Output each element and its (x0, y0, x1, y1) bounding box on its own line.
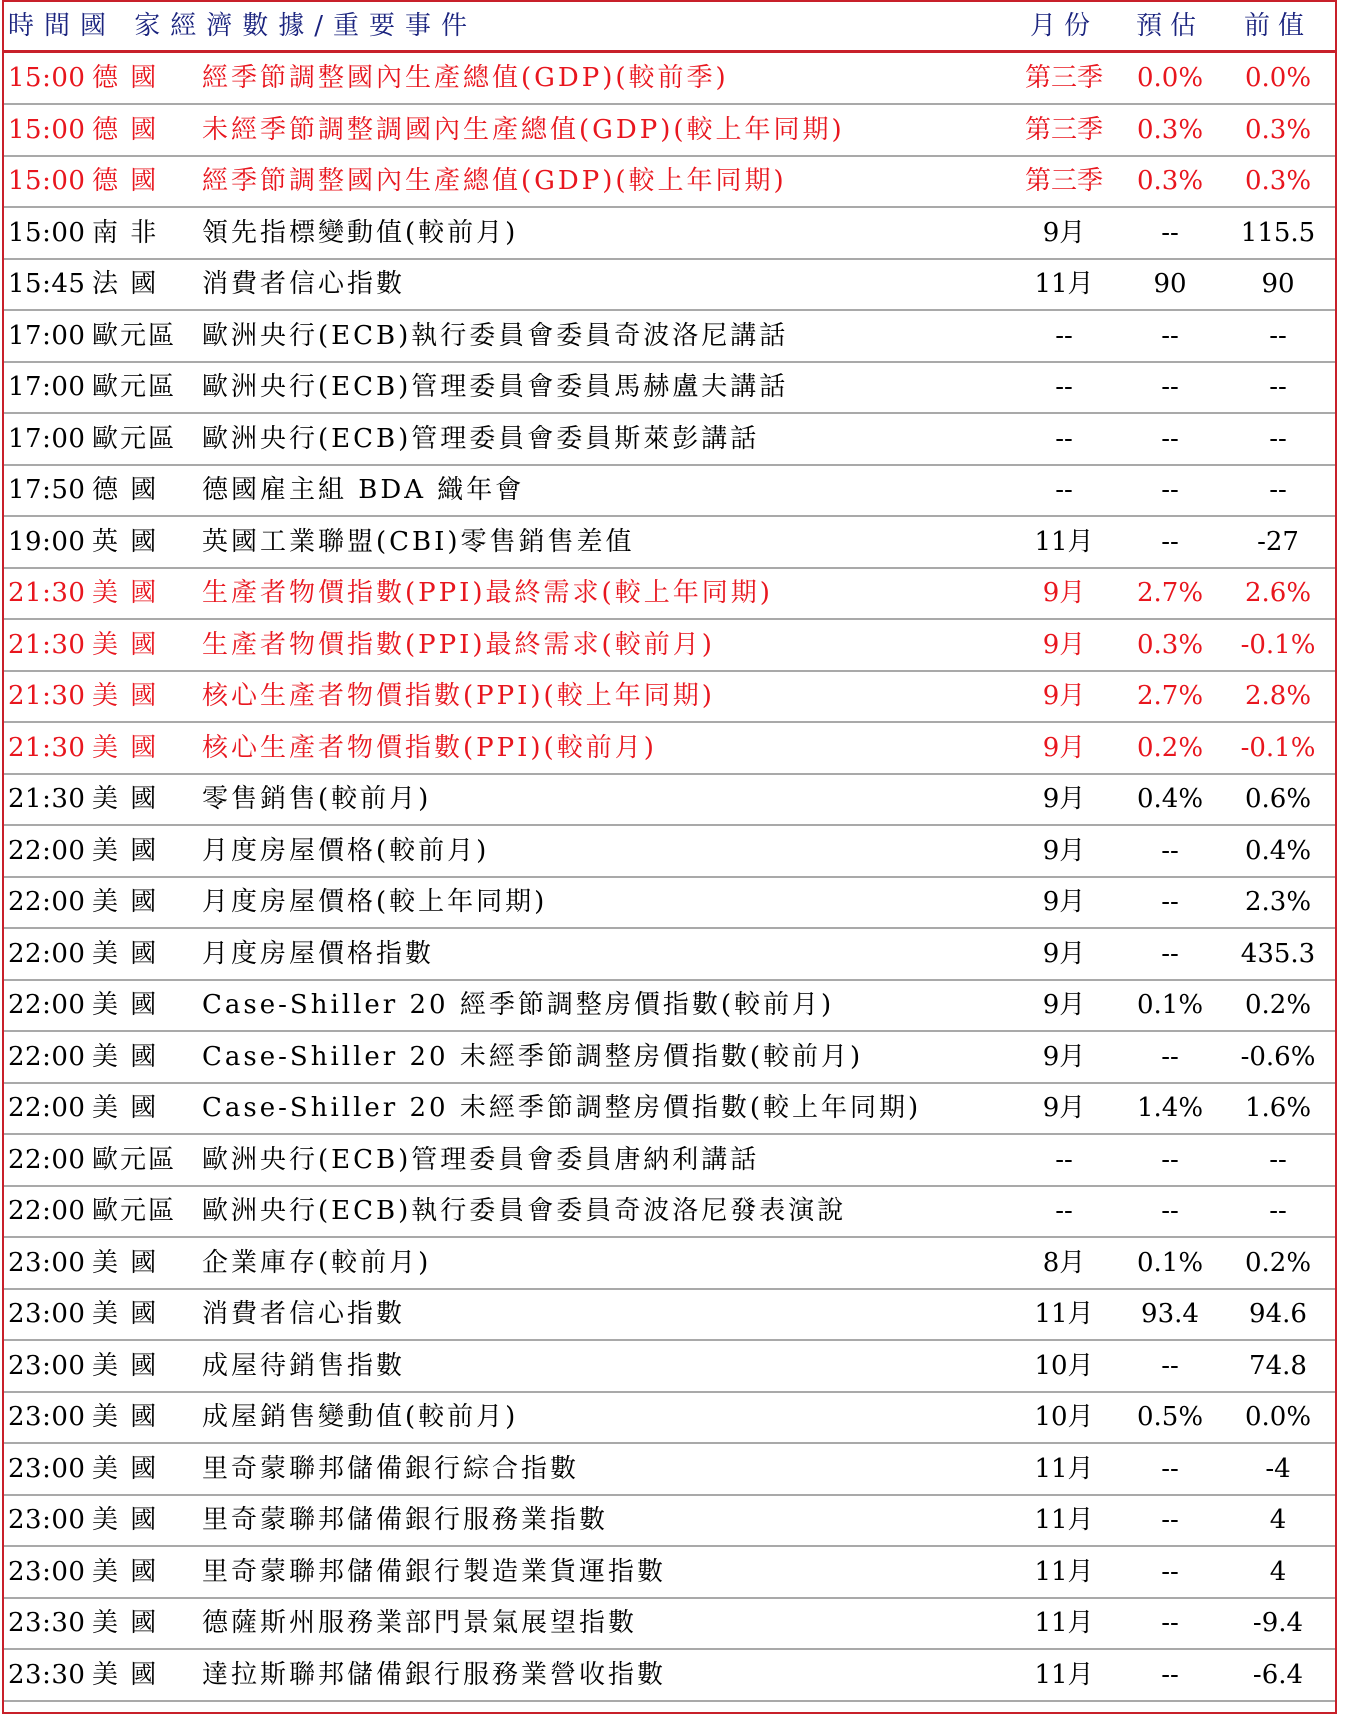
header-title: 時間國 家經濟數據/重要事件 (8, 11, 478, 41)
event-country: 美 國 (92, 681, 159, 711)
event-forecast: -- (1161, 1659, 1179, 1690)
header-month: 月份 (1029, 11, 1098, 41)
table-row (4, 827, 1335, 878)
event-previous: -0.6% (1240, 1041, 1316, 1072)
table-row (4, 106, 1335, 157)
event-time: 22:00 (8, 1196, 86, 1226)
event-time: 21:30 (8, 681, 86, 711)
table-row (4, 1187, 1335, 1238)
event-previous: 0.6% (1244, 784, 1312, 814)
event-name: 消費者信心指數 (202, 1299, 406, 1329)
event-name: 經季節調整國內生產總值(GDP)(較前季) (202, 63, 729, 93)
event-country: 英 國 (92, 526, 159, 557)
event-forecast: 0.3% (1136, 166, 1204, 196)
event-name: 月度房屋價格(較上年同期) (202, 887, 548, 917)
event-previous: 435.3 (1240, 938, 1316, 969)
event-month: 第三季 (1024, 166, 1103, 196)
table-row (4, 672, 1335, 723)
event-country: 歐元區 (92, 1144, 177, 1175)
event-forecast: 1.4% (1136, 1093, 1204, 1123)
event-name: 達拉斯聯邦儲備銀行服務業營收指數 (202, 1659, 667, 1690)
event-month: 9月 (1042, 784, 1086, 814)
event-name: Case-Shiller 20 未經季節調整房價指數(較前月) (202, 1041, 864, 1072)
event-country: 美 國 (92, 938, 159, 969)
event-time: 22:00 (8, 1144, 86, 1175)
event-previous: -9.4 (1252, 1608, 1304, 1638)
event-name: 核心生產者物價指數(PPI)(較前月) (202, 732, 657, 763)
event-country: 美 國 (92, 887, 159, 917)
event-country: 美 國 (92, 1453, 159, 1484)
event-country: 美 國 (92, 784, 159, 814)
event-forecast: 0.3% (1136, 629, 1204, 660)
event-month: -- (1055, 372, 1073, 402)
event-name: Case-Shiller 20 未經季節調整房價指數(較上年同期) (202, 1093, 922, 1123)
event-time: 23:30 (8, 1608, 86, 1638)
event-name: 成屋待銷售指數 (202, 1350, 406, 1381)
event-month: -- (1055, 423, 1073, 454)
event-month: 9月 (1042, 629, 1086, 660)
event-month: 9月 (1042, 578, 1086, 608)
event-name: 里奇蒙聯邦儲備銀行服務業指數 (202, 1505, 609, 1535)
event-previous: 74.8 (1249, 1350, 1307, 1381)
event-time: 22:00 (8, 887, 86, 917)
event-name: 成屋銷售變動值(較前月) (202, 1402, 519, 1432)
event-forecast: 0.0% (1136, 63, 1204, 93)
event-month: 8月 (1042, 1247, 1086, 1278)
event-name: 歐洲央行(ECB)管理委員會委員唐納利講話 (202, 1144, 760, 1175)
event-time: 21:30 (8, 732, 86, 763)
event-month: -- (1055, 475, 1073, 505)
table-row (4, 157, 1335, 208)
event-previous: 94.6 (1249, 1299, 1307, 1329)
event-month: 11月 (1034, 269, 1094, 299)
event-forecast: -- (1161, 372, 1179, 402)
event-name: 零售銷售(較前月) (202, 784, 432, 814)
event-country: 美 國 (92, 835, 159, 866)
event-name: 未經季節調整調國內生產總值(GDP)(較上年同期) (202, 114, 845, 145)
event-month: 9月 (1042, 887, 1086, 917)
event-forecast: 93.4 (1141, 1299, 1199, 1329)
event-country: 法 國 (92, 269, 159, 299)
event-previous: 2.6% (1244, 578, 1312, 608)
table-row (4, 415, 1335, 466)
event-previous: 90 (1261, 269, 1295, 299)
event-name: 里奇蒙聯邦儲備銀行製造業貨運指數 (202, 1556, 667, 1587)
event-month: 9月 (1042, 217, 1086, 248)
event-name: 歐洲央行(ECB)執行委員會委員奇波洛尼發表演說 (202, 1196, 847, 1226)
event-name: 核心生產者物價指數(PPI)(較上年同期) (202, 681, 715, 711)
event-forecast: 2.7% (1136, 578, 1204, 608)
event-previous: -- (1269, 372, 1287, 402)
event-name: 月度房屋價格指數 (202, 938, 435, 969)
event-month: 11月 (1034, 1453, 1094, 1484)
event-time: 23:00 (8, 1505, 86, 1535)
event-month: 11月 (1034, 1659, 1094, 1690)
event-name: Case-Shiller 20 經季節調整房價指數(較前月) (202, 990, 835, 1020)
event-month: 9月 (1042, 681, 1086, 711)
event-time: 23:00 (8, 1402, 86, 1432)
event-forecast: 0.4% (1136, 784, 1204, 814)
event-time: 17:00 (8, 423, 86, 454)
event-time: 23:00 (8, 1247, 86, 1278)
event-time: 15:00 (8, 114, 86, 145)
event-name: 歐洲央行(ECB)管理委員會委員斯萊彭講話 (202, 423, 760, 454)
event-month: -- (1055, 1196, 1073, 1226)
event-country: 美 國 (92, 1659, 159, 1690)
event-month: 9月 (1042, 1093, 1086, 1123)
event-name: 歐洲央行(ECB)執行委員會委員奇波洛尼講話 (202, 320, 789, 351)
event-month: 11月 (1034, 526, 1094, 557)
event-previous: -0.1% (1240, 732, 1316, 763)
event-time: 22:00 (8, 1093, 86, 1123)
table-row (4, 569, 1335, 620)
event-month: 第三季 (1024, 114, 1103, 145)
event-time: 22:00 (8, 1041, 86, 1072)
header-forecast: 預估 (1135, 11, 1204, 41)
event-country: 美 國 (92, 1556, 159, 1587)
event-month: 第三季 (1024, 63, 1103, 93)
event-forecast: -- (1161, 423, 1179, 454)
event-name: 英國工業聯盟(CBI)零售銷售差值 (202, 526, 635, 557)
event-month: 9月 (1042, 732, 1086, 763)
table-row (4, 1599, 1335, 1650)
table-row (4, 621, 1335, 672)
event-previous: 0.4% (1244, 835, 1312, 866)
event-time: 23:00 (8, 1350, 86, 1381)
event-previous: 4 (1269, 1505, 1287, 1535)
event-time: 15:45 (8, 269, 86, 299)
table-row (4, 1136, 1335, 1187)
table-row (4, 981, 1335, 1032)
event-forecast: 0.1% (1136, 1247, 1204, 1278)
event-country: 美 國 (92, 1093, 159, 1123)
table-row (4, 1290, 1335, 1341)
table-row (4, 930, 1335, 981)
event-country: 美 國 (92, 1505, 159, 1535)
event-time: 21:30 (8, 578, 86, 608)
event-country: 美 國 (92, 1350, 159, 1381)
event-month: -- (1055, 320, 1073, 351)
event-time: 22:00 (8, 990, 86, 1020)
event-forecast: -- (1161, 887, 1179, 917)
event-country: 歐元區 (92, 320, 177, 351)
event-country: 德 國 (92, 63, 159, 93)
event-forecast: -- (1161, 1350, 1179, 1381)
event-previous: -- (1269, 423, 1287, 454)
event-time: 17:00 (8, 320, 86, 351)
event-time: 23:30 (8, 1659, 86, 1690)
event-previous: 115.5 (1240, 217, 1316, 248)
event-month: 9月 (1042, 938, 1086, 969)
table-row (4, 363, 1335, 414)
event-previous: -0.1% (1240, 629, 1316, 660)
event-time: 17:00 (8, 372, 86, 402)
event-time: 17:50 (8, 475, 86, 505)
event-name: 里奇蒙聯邦儲備銀行綜合指數 (202, 1453, 580, 1484)
event-country: 美 國 (92, 578, 159, 608)
table-row (4, 209, 1335, 260)
event-previous: 1.6% (1244, 1093, 1312, 1123)
event-previous: -27 (1257, 526, 1299, 557)
event-previous: 4 (1269, 1556, 1287, 1587)
event-time: 15:00 (8, 166, 86, 196)
table-row (4, 1342, 1335, 1393)
event-previous: -4 (1265, 1453, 1291, 1484)
event-country: 美 國 (92, 1299, 159, 1329)
event-previous: 0.2% (1244, 990, 1312, 1020)
event-country: 美 國 (92, 732, 159, 763)
event-country: 德 國 (92, 475, 159, 505)
event-forecast: 0.3% (1136, 114, 1204, 145)
event-previous: 0.0% (1244, 1402, 1312, 1432)
event-name: 月度房屋價格(較前月) (202, 835, 490, 866)
event-name: 生產者物價指數(PPI)最終需求(較前月) (202, 629, 715, 660)
event-forecast: -- (1161, 835, 1179, 866)
event-previous: 0.0% (1244, 63, 1312, 93)
event-month: 11月 (1034, 1505, 1094, 1535)
event-country: 美 國 (92, 1041, 159, 1072)
event-forecast: -- (1161, 1608, 1179, 1638)
event-month: 10月 (1034, 1350, 1094, 1381)
event-forecast: -- (1161, 1505, 1179, 1535)
table-row (4, 775, 1335, 826)
event-time: 23:00 (8, 1453, 86, 1484)
event-forecast: -- (1161, 1144, 1179, 1175)
table-row (4, 1084, 1335, 1135)
table-row (4, 1445, 1335, 1496)
event-country: 歐元區 (92, 1196, 177, 1226)
event-time: 22:00 (8, 835, 86, 866)
table-row (4, 260, 1335, 311)
event-time: 21:30 (8, 784, 86, 814)
event-previous: -- (1269, 1196, 1287, 1226)
event-country: 美 國 (92, 990, 159, 1020)
event-previous: -6.4 (1252, 1659, 1304, 1690)
event-time: 23:00 (8, 1556, 86, 1587)
event-country: 美 國 (92, 1247, 159, 1278)
event-country: 美 國 (92, 1402, 159, 1432)
event-country: 歐元區 (92, 372, 177, 402)
event-name: 歐洲央行(ECB)管理委員會委員馬赫盧夫講話 (202, 372, 789, 402)
table-row (4, 54, 1335, 105)
event-time: 23:00 (8, 1299, 86, 1329)
event-forecast: 0.2% (1136, 732, 1204, 763)
event-month: 10月 (1034, 1402, 1094, 1432)
event-name: 德國雇主組 BDA 織年會 (202, 475, 525, 505)
event-forecast: -- (1161, 1556, 1179, 1587)
event-time: 15:00 (8, 63, 86, 93)
table-row (4, 1239, 1335, 1290)
event-time: 21:30 (8, 629, 86, 660)
event-forecast: -- (1161, 320, 1179, 351)
event-name: 生產者物價指數(PPI)最終需求(較上年同期) (202, 578, 773, 608)
event-time: 19:00 (8, 526, 86, 557)
event-month: 9月 (1042, 1041, 1086, 1072)
event-time: 15:00 (8, 217, 86, 248)
event-previous: 0.3% (1244, 166, 1312, 196)
event-forecast: -- (1161, 1453, 1179, 1484)
event-time: 22:00 (8, 938, 86, 969)
event-country: 南 非 (92, 217, 159, 248)
table-row (4, 1496, 1335, 1547)
table-row (4, 466, 1335, 517)
event-forecast: 90 (1153, 269, 1187, 299)
event-month: 11月 (1034, 1299, 1094, 1329)
event-forecast: -- (1161, 475, 1179, 505)
event-name: 經季節調整國內生產總值(GDP)(較上年同期) (202, 166, 787, 196)
event-name: 企業庫存(較前月) (202, 1247, 432, 1278)
table-header (4, 2, 1335, 53)
event-name: 消費者信心指數 (202, 269, 406, 299)
table-row (4, 724, 1335, 775)
event-month: 9月 (1042, 835, 1086, 866)
table-row (4, 1393, 1335, 1444)
event-previous: 2.8% (1244, 681, 1312, 711)
table-row (4, 518, 1335, 569)
event-forecast: -- (1161, 938, 1179, 969)
event-previous: -- (1269, 320, 1287, 351)
event-forecast: -- (1161, 1041, 1179, 1072)
event-month: -- (1055, 1144, 1073, 1175)
event-forecast: 0.5% (1136, 1402, 1204, 1432)
event-name: 德薩斯州服務業部門景氣展望指數 (202, 1608, 638, 1638)
event-month: 9月 (1042, 990, 1086, 1020)
event-month: 11月 (1034, 1556, 1094, 1587)
event-country: 德 國 (92, 166, 159, 196)
table-row (4, 1548, 1335, 1599)
header-previous: 前值 (1243, 11, 1312, 41)
event-previous: 0.3% (1244, 114, 1312, 145)
event-forecast: 2.7% (1136, 681, 1204, 711)
event-previous: -- (1269, 475, 1287, 505)
table-row (4, 312, 1335, 363)
event-country: 美 國 (92, 629, 159, 660)
event-country: 美 國 (92, 1608, 159, 1638)
event-month: 11月 (1034, 1608, 1094, 1638)
event-name: 領先指標變動值(較前月) (202, 217, 519, 248)
event-previous: 0.2% (1244, 1247, 1312, 1278)
event-country: 德 國 (92, 114, 159, 145)
table-row (4, 878, 1335, 929)
event-forecast: -- (1161, 1196, 1179, 1226)
event-forecast: 0.1% (1136, 990, 1204, 1020)
table-row (4, 1651, 1335, 1702)
event-previous: 2.3% (1244, 887, 1312, 917)
event-forecast: -- (1161, 526, 1179, 557)
table-row (4, 1033, 1335, 1084)
event-previous: -- (1269, 1144, 1287, 1175)
event-forecast: -- (1161, 217, 1179, 248)
event-country: 歐元區 (92, 423, 177, 454)
